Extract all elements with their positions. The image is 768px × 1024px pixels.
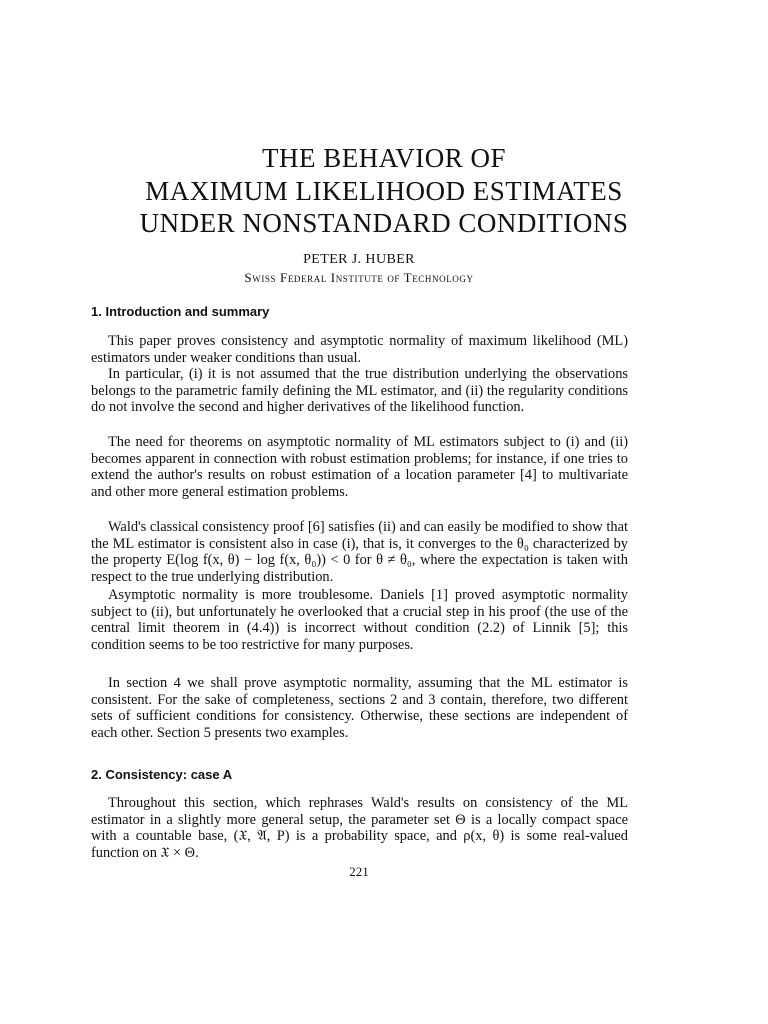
section-1-paragraph: This paper proves consistency and asymptotic normality of maximum likelihood (ML) estimators under weaker conditions than usual. [91,333,628,366]
section-1-paragraph: Wald's classical consistency proof [6] satisfies (ii) and can easily be modified to show that the ML estimator is consistent also in case (i), that is, it converges to the θ₀ characterized by the property E(log f(x, θ) − log f(x, θ₀)) < 0 for θ ≠ θ₀, where the expectation is taken with respect to the true underlying distribution. [91,519,628,586]
author-affiliation: Swiss Federal Institute of Technology [244,270,474,285]
section-1-paragraph: The need for theorems on asymptotic normality of ML estimators subject to (i) and (ii) becomes apparent in connection with robust estimation problems; for instance, if one tries to extend the author's results on robust estimation of a location parameter [4] to multivariate and other more general estimation problems. [91,434,628,501]
section-1-paragraph: Asymptotic normality is more troublesome. Daniels [1] proved asymptotic normality subject to (ii), but unfortunately he overlooked that a crucial step in his proof (the use of the central limit theorem in (4.4)) is incorrect without condition (2.2) of Linnik [5]; this condition seems to be too restrictive for many purposes. [91,587,628,654]
section-2-paragraph: Throughout this section, which rephrases Wald's results on consistency of the ML estimator in a slightly more general setup, the parameter set Θ is a locally compact space with a countable base, (𝔛, 𝔄, P) is a probability space, and ρ(x, θ) is some real-valued function on 𝔛 × Θ. [91,795,628,862]
section-2-heading: 2. Consistency: case A [91,767,233,782]
page-number: 221 [349,864,369,879]
title-line-1: THE BEHAVIOR OF [261,143,506,173]
section-1-paragraph: In particular, (i) it is not assumed that the true distribution underlying the observations belongs to the parametric family defining the ML estimator, and (ii) the regularity conditions do not involve the second and higher derivatives of the likelihood function. [91,366,628,416]
title-line-3: UNDER NONSTANDARD CONDITIONS [139,208,629,238]
author-name: PETER J. HUBER [303,252,415,267]
section-1-paragraph: In section 4 we shall prove asymptotic normality, assuming that the ML estimator is consistent. For the sake of completeness, sections 2 and 3 contain, therefore, two different sets of sufficient conditions for consistency. Otherwise, these sections are independent of each other. Section 5 presents two examples. [91,675,628,742]
title-line-2: MAXIMUM LIKELIHOOD ESTIMATES [145,176,623,206]
section-1-heading: 1. Introduction and summary [91,304,270,319]
